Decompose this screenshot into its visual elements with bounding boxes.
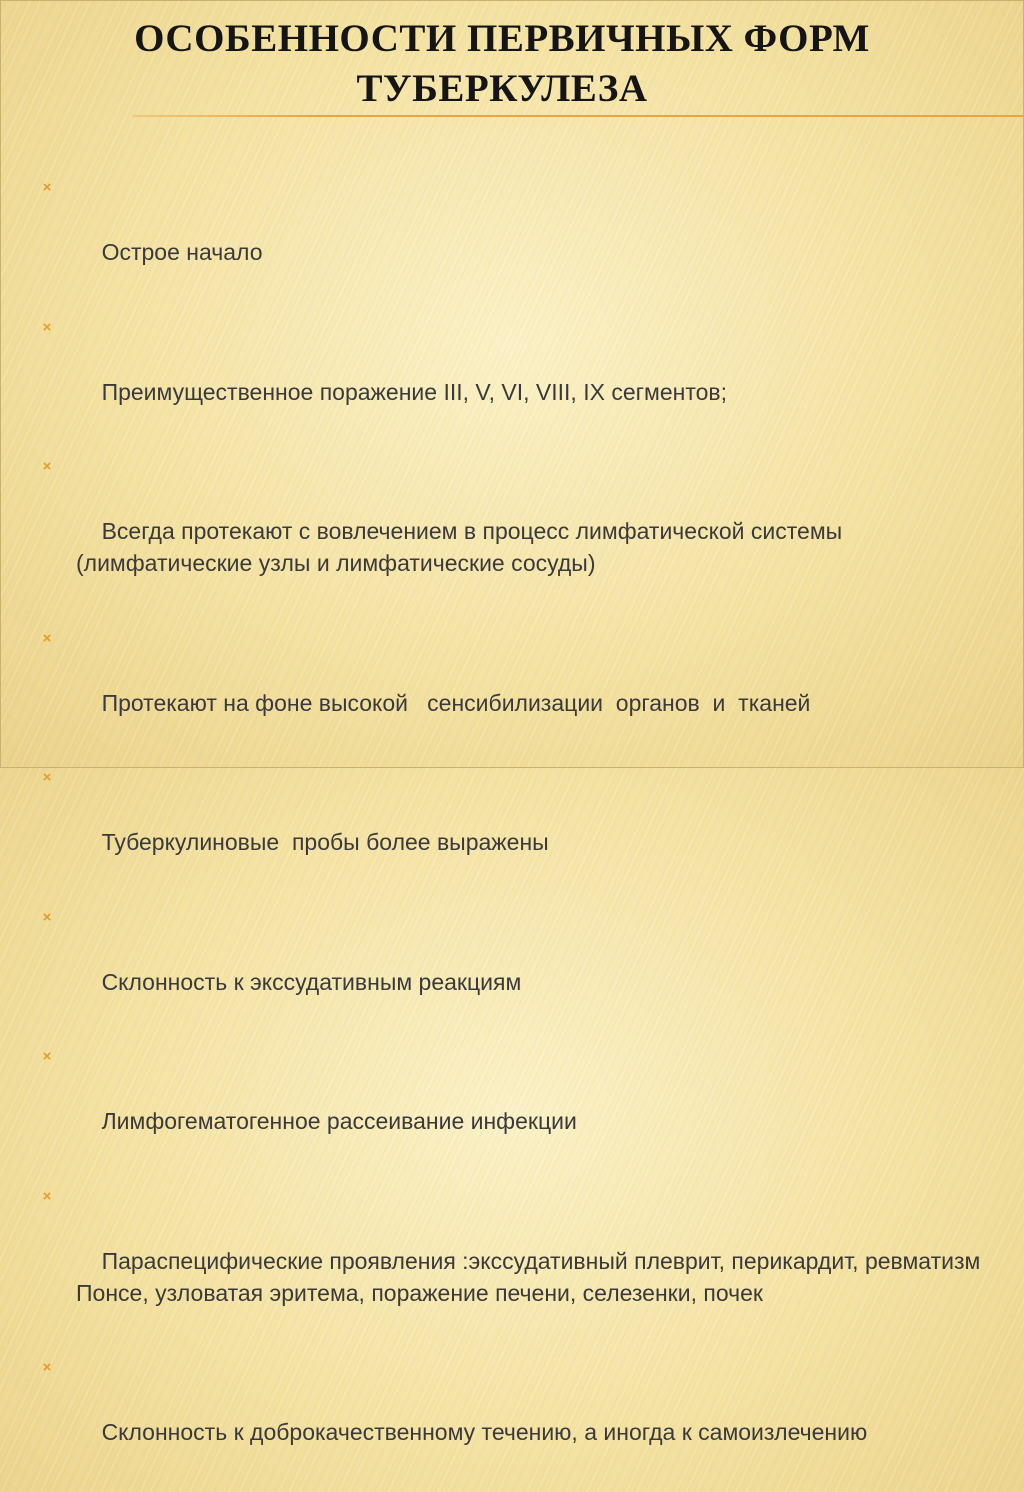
bullet-item	[40, 902, 1010, 1030]
title-divider	[133, 115, 1024, 117]
bullet-text: Параспецифические проявления :экссудативный плеврит, перикардит, ревматизм Понсе, узловатая эритема, поражение печени, селезенки, почек	[76, 1247, 987, 1306]
bullet-cross-icon: ×	[42, 458, 52, 475]
bullet-cross-icon: ×	[42, 629, 52, 647]
bullet-cross-icon: ×	[42, 318, 52, 336]
bullet-item	[40, 1041, 1010, 1169]
bullet-item	[40, 1352, 1010, 1480]
bullet-list	[40, 172, 1010, 1492]
bullet-cross-icon: ×	[42, 769, 52, 786]
bullet-text: Лимфогематогенное рассеивание инфекции	[101, 1108, 577, 1134]
bullet-item	[40, 312, 1010, 440]
bullet-item	[40, 451, 1010, 611]
bullet-text: Склонность к доброкачественному течению, а иногда к самоизлечению	[101, 1419, 868, 1445]
slide-title-line-2: ТУБЕРКУЛЕЗА	[356, 67, 648, 110]
bullet-cross-icon: ×	[42, 179, 52, 196]
bullet-text: Преимущественное поражение III, V, VI, VIII, IX сегментов;	[101, 378, 727, 405]
slide-title-line-1: ОСОБЕННОСТИ ПЕРВИЧНЫХ ФОРМ	[134, 17, 870, 60]
bullet-item	[40, 762, 1010, 890]
bullet-text: Склонность к экссудативным реакциям	[101, 968, 522, 995]
bullet-item	[40, 172, 1010, 300]
bullet-cross-icon: ×	[42, 1187, 52, 1205]
bullet-text: Протекают на фоне высокой сенсибилизации органов и тканей	[101, 689, 811, 716]
bullet-item	[40, 623, 1010, 751]
slide-title	[40, 14, 964, 114]
bullet-text: Всегда протекают с вовлечением в процесс лимфатической системы (лимфатические узлы и лимфатические сосуды)	[76, 518, 849, 576]
bullet-cross-icon: ×	[42, 1048, 52, 1065]
bullet-text: Острое начало	[101, 239, 263, 265]
bullet-cross-icon: ×	[42, 908, 52, 926]
bullet-item	[40, 1181, 1010, 1341]
bullet-cross-icon: ×	[42, 1359, 52, 1376]
bullet-text: Туберкулиновые пробы более выражены	[101, 829, 549, 855]
